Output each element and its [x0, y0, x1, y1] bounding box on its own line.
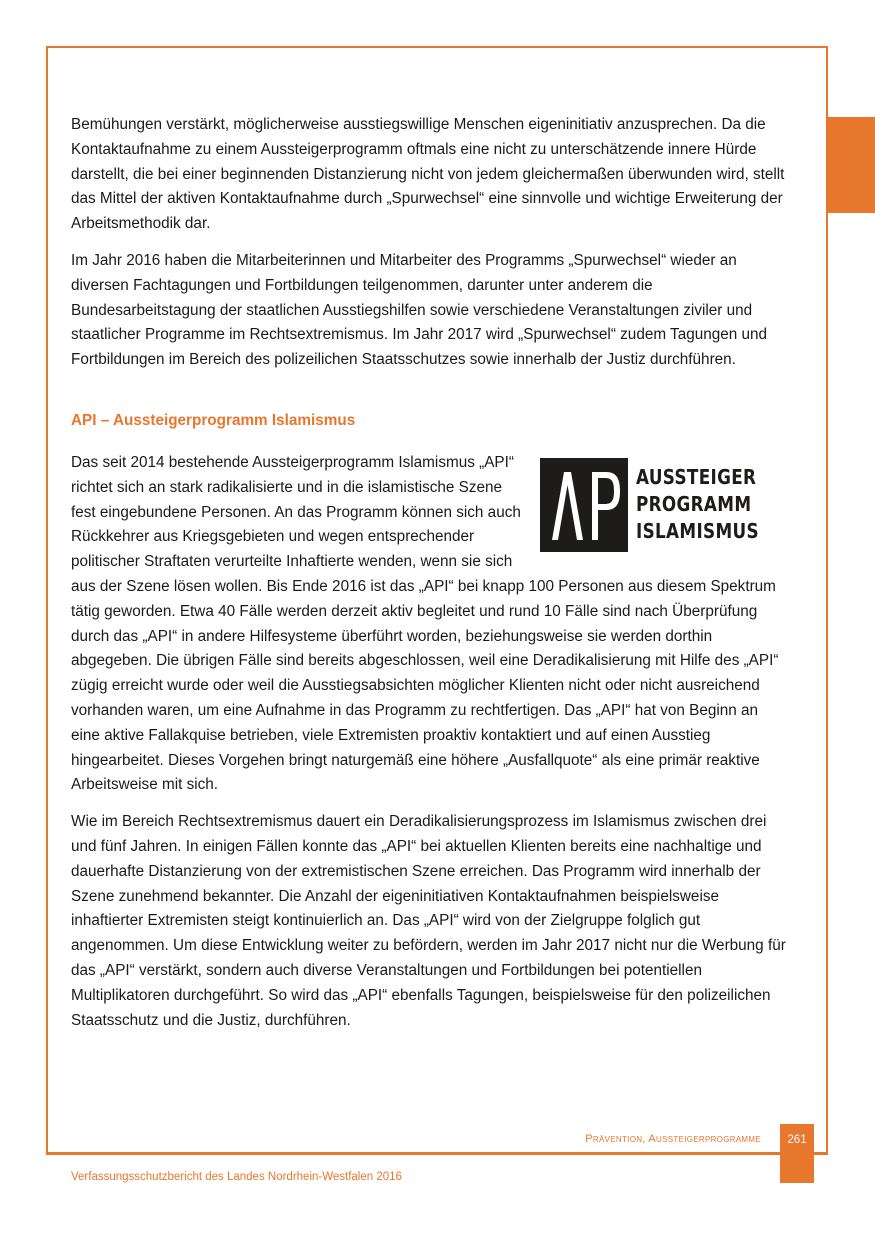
footer-rule — [46, 1153, 828, 1155]
section-heading: API – Aussteigerprogramm Islamismus — [71, 411, 356, 429]
paragraph-3: Das seit 2014 bestehende Aussteigerprogramm Islamismus „API“ richtet sich an stark radikalisierte und in die islamistische Szene fest eingebundene Personen. An das Programm können sich auch Rückkehrer aus Kriegsgebieten und wegen entsprechender politischer Straftaten verurteilte Inhaftierte wenden, wenn sie sich aus der Szene lösen wollen. Bis Ende 2016 ist das „API“ bei knapp 100 Personen aus diesem Spektrum tätig geworden. Etwa 40 Fälle werden derzeit aktiv begleitet und rund 10 Fälle sind nach Überprüfung durch das „API“ in andere Hilfesysteme überführt worden, beziehungsweise sie werden dorthin abgegeben. Die übrigen Fälle sind bereits abgeschlossen, weil eine Deradikalisierung mit Hilfe des „API“ zügig erreicht wurde oder weil die Ausstiegsabsichten möglicher Klienten nicht oder nicht ausreichend vorhanden waren, um eine Aufnahme in das Programm zu rechtfertigen. Das „API“ hat von Beginn an eine aktive Fallakquise betrieben, viele Extremisten proaktiv kontaktiert und auf einen Ausstieg hingearbeitet. Dieses Vorgehen bringt naturgemäß eine höhere „Ausfallquote“ als eine primär reaktive Arbeitsweise mit sich. — [71, 453, 779, 794]
logo-line-2: PROGRAMM — [636, 492, 752, 517]
page-number: 261 — [787, 1134, 807, 1146]
api-letters-graphic — [540, 458, 646, 552]
logo-line-1: AUSSTEIGER — [636, 465, 757, 490]
paragraph-4: Wie im Bereich Rechtsextremismus dauert ein Deradikalisierungsprozess im Islamismus zwischen drei und fünf Jahren. In einigen Fällen konnte das „API“ bei aktuellen Klienten bereits eine nachhaltige und dauerhafte Distanzierung von der extremistischen Szene erreichen. Das Programm wird innerhalb der Szene zunehmend bekannter. Die Anzahl der eigeninitiativen Kontaktaufnahmen beispielsweise inhaftierter Extremisten steigt kontinuierlich an. Das „API“ wird von der Zielgruppe folglich gut angenommen. Um diese Entwicklung weiter zu befördern, werden im Jahr 2017 nicht nur die Werbung für das „API“ verstärkt, sondern auch diverse Veranstaltungen und Fortbildungen bei potentiellen Multiplikatoren durchgeführt. So wird das „API“ ebenfalls Tagungen, beispielsweise für den polizeilichen Staatsschutz und die Justiz, durchführen. — [71, 813, 786, 1029]
running-head: Prävention, Aussteigerprogramme — [585, 1133, 761, 1145]
paragraph-2: Im Jahr 2016 haben die Mitarbeiterinnen und Mitarbeiter des Programms „Spurwechsel“ wieder an diversen Fachtagungen und Fortbildungen teilgenommen, darunter unter anderem die Bundesarbeitstagung der staatlichen Ausstiegshilfen sowie verschiedene Veranstaltungen ziviler und staatlicher Programme im Rechtsextremismus. Im Jahr 2017 wird „Spurwechsel“ zudem Tagungen und Fortbildungen im Bereich des polizeilichen Staatsschutzes sowie innerhalb der Justiz durchführen. — [71, 251, 768, 369]
paragraph-1: Bemühungen verstärkt, möglicherweise ausstiegswillige Menschen eigeninitiativ anzusprechen. Da die Kontaktaufnahme zu einem Aussteigerprogramm oftmals eine nicht zu unterschätzende innere Hürde darstellt, die bei einer beginnenden Distanzierung nicht von jedem gleichermaßen überwunden wird, stellt das Mittel der aktiven Kontaktaufnahme durch „Spurwechsel“ eine sinnvolle und wichtige Erweiterung der Arbeitsmethodik dar. — [71, 116, 785, 233]
api-logo-wordmark — [636, 464, 759, 545]
logo-line-3: ISLAMISMUS — [636, 519, 760, 544]
chapter-tab-marker — [828, 117, 875, 213]
api-logo-mark — [540, 458, 628, 552]
page-content — [71, 113, 786, 1045]
api-logo — [540, 458, 786, 552]
publication-title: Verfassungsschutzbericht des Landes Nordrhein-Westfalen 2016 — [71, 1171, 402, 1183]
